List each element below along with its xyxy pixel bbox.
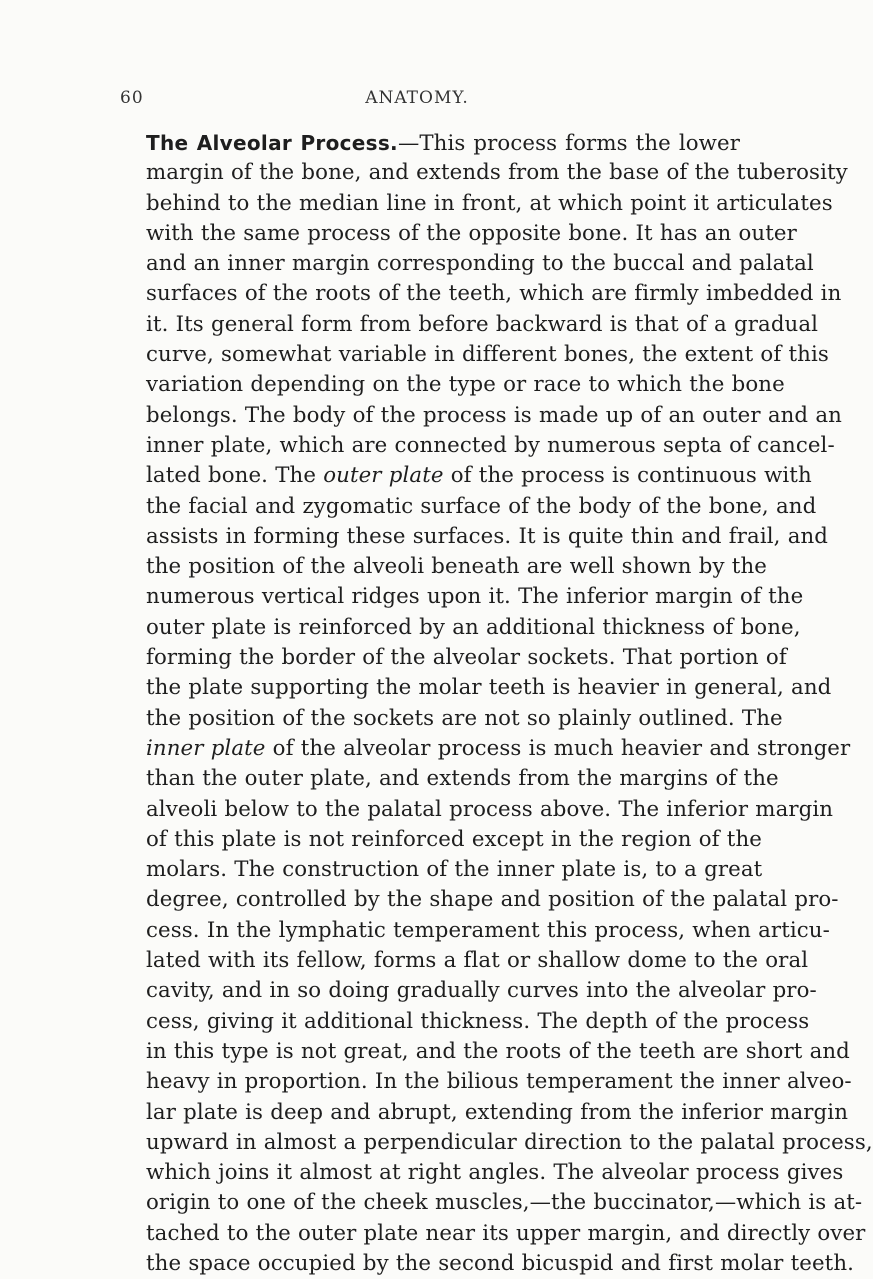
text-line: assists in forming these surfaces. It is quite thin and frail, and bbox=[146, 523, 829, 549]
text-line: degree, controlled by the shape and position of the palatal pro- bbox=[146, 887, 839, 913]
text-line: molars. The construction of the inner plate is, to a great bbox=[146, 857, 763, 883]
text-line: of this plate is not reinforced except in the region of the bbox=[146, 826, 762, 852]
italic-term-inner-plate: inner plate bbox=[146, 735, 266, 761]
section-paragraph bbox=[146, 128, 873, 1279]
running-title: ANATOMY. bbox=[365, 88, 469, 108]
text-line: it. Its general form from before backward is that of a gradual bbox=[146, 311, 819, 337]
text-line: than the outer plate, and extends from the margins of the bbox=[146, 766, 779, 792]
text-line: margin of the bone, and extends from the base of the tuberosity bbox=[146, 160, 848, 186]
page-number: 60 bbox=[120, 88, 144, 108]
text-line: tached to the outer plate near its upper margin, and directly over bbox=[146, 1220, 866, 1246]
text-line: origin to one of the cheek muscles,—the buccinator,—which is at- bbox=[146, 1190, 863, 1216]
text-line: the position of the sockets are not so plainly outlined. The bbox=[146, 705, 783, 731]
text-line: in this type is not great, and the roots of the teeth are short and bbox=[146, 1038, 850, 1064]
text-line: surfaces of the roots of the teeth, which are firmly imbedded in bbox=[146, 281, 842, 307]
text-line: heavy in proportion. In the bilious temperament the inner alveo- bbox=[146, 1069, 852, 1095]
text-line: the position of the alveoli beneath are well shown by the bbox=[146, 554, 767, 580]
text-line: forming the border of the alveolar sockets. That portion of bbox=[146, 645, 787, 671]
text-line: variation depending on the type or race to which the bone bbox=[146, 372, 785, 398]
text-line: lated with its fellow, forms a flat or shallow dome to the oral bbox=[146, 948, 809, 974]
text-line: the facial and zygomatic surface of the body of the bone, and bbox=[146, 493, 817, 519]
text-line: outer plate is reinforced by an additional thickness of bone, bbox=[146, 614, 801, 640]
italic-term-outer-plate: outer plate bbox=[323, 463, 444, 489]
text-line: cavity, and in so doing gradually curves into the alveolar pro- bbox=[146, 978, 817, 1004]
text-line: cess, giving it additional thickness. The depth of the process bbox=[146, 1008, 810, 1034]
text-line: belongs. The body of the process is made up of an outer and an bbox=[146, 402, 842, 428]
section-heading: The Alveolar Process. bbox=[146, 131, 398, 155]
text-line: the plate supporting the molar teeth is heavier in general, and bbox=[146, 675, 832, 701]
text-line: numerous vertical ridges upon it. The inferior margin of the bbox=[146, 584, 804, 610]
text-line: lar plate is deep and abrupt, extending from the inferior margin bbox=[146, 1099, 849, 1125]
text-line: cess. In the lymphatic temperament this process, when articu- bbox=[146, 917, 830, 943]
text-line: inner plate, which are connected by numerous septa of cancel- bbox=[146, 432, 835, 458]
text-line: behind to the median line in front, at which point it articulates bbox=[146, 190, 833, 216]
text-line: the space occupied by the second bicuspid and first molar teeth. bbox=[146, 1250, 855, 1276]
running-head bbox=[120, 88, 714, 114]
text-line: curve, somewhat variable in different bones, the extent of this bbox=[146, 342, 829, 368]
text-line: which joins it almost at right angles. The alveolar process gives bbox=[146, 1160, 844, 1186]
text-line: The Alveolar Process.—This process forms the lower bbox=[146, 131, 740, 156]
text-line: inner plate of the alveolar process is much heavier and stronger bbox=[146, 735, 851, 761]
text-line: upward in almost a perpendicular direction to the palatal process, bbox=[146, 1129, 873, 1155]
text-line: alveoli below to the palatal process above. The inferior margin bbox=[146, 796, 834, 822]
text-line: and an inner margin corresponding to the buccal and palatal bbox=[146, 251, 814, 277]
text-line: with the same process of the opposite bone. It has an outer bbox=[146, 220, 797, 246]
text-line: lated bone. The outer plate of the process is continuous with bbox=[146, 463, 812, 489]
